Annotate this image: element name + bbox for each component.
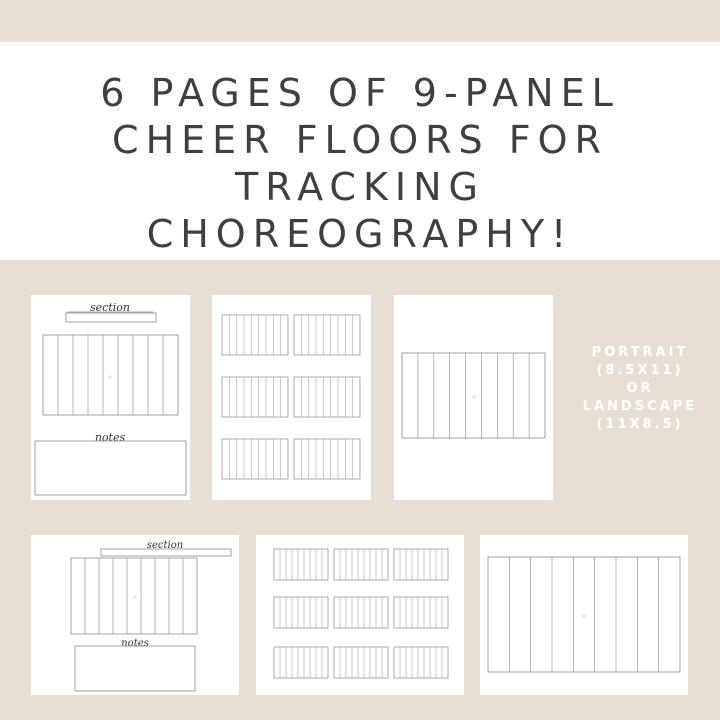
center-mark-icon: × bbox=[107, 374, 113, 381]
landscape-page-nine-floors bbox=[256, 535, 464, 695]
portrait-section-notes-drawing bbox=[31, 295, 190, 500]
nine-panel-floor bbox=[43, 335, 178, 415]
mini-floor bbox=[294, 439, 360, 479]
portrait-page-single-floor bbox=[394, 295, 553, 500]
mini-floor bbox=[294, 315, 360, 355]
landscape-single-floor-drawing bbox=[480, 535, 688, 695]
mini-floor bbox=[274, 549, 328, 580]
headline-line-4: CHOREOGRAPHY! bbox=[146, 212, 574, 257]
notes-label: notes bbox=[121, 638, 149, 649]
notes-box bbox=[35, 441, 186, 495]
nine-panel-floor bbox=[71, 558, 197, 634]
orientation-note-line-4: LANDSCAPE bbox=[582, 399, 698, 414]
headline-line-3: TRACKING bbox=[235, 165, 485, 210]
mini-floor bbox=[334, 647, 388, 678]
section-label: section bbox=[146, 540, 184, 551]
portrait-six-floors-drawing bbox=[212, 295, 371, 500]
headline-line-2: CHEER FLOORS FOR bbox=[112, 118, 608, 163]
section-label: section bbox=[90, 301, 130, 314]
landscape-page-section-notes bbox=[31, 535, 239, 695]
orientation-note-line-3: OR bbox=[626, 381, 654, 396]
mini-floor bbox=[222, 439, 288, 479]
mini-floor bbox=[274, 597, 328, 628]
landscape-page-single-floor bbox=[480, 535, 688, 695]
portrait-page-section-notes bbox=[31, 295, 190, 500]
orientation-note bbox=[558, 344, 720, 434]
center-mark-icon: × bbox=[132, 594, 138, 601]
nine-panel-floor bbox=[488, 557, 680, 672]
mini-floor bbox=[394, 549, 448, 580]
nine-panel-floor bbox=[402, 353, 545, 438]
orientation-note-line-1: PORTRAIT bbox=[591, 345, 689, 360]
top-background-band bbox=[0, 0, 720, 42]
notes-label: notes bbox=[94, 431, 126, 444]
center-mark-icon: × bbox=[580, 612, 588, 621]
portrait-page-six-floors bbox=[212, 295, 371, 500]
mini-floor bbox=[394, 597, 448, 628]
mini-floor bbox=[274, 647, 328, 678]
mini-floor bbox=[334, 549, 388, 580]
headline bbox=[0, 70, 720, 258]
landscape-section-notes-drawing bbox=[31, 535, 239, 695]
orientation-note-line-5: (11X8.5) bbox=[596, 417, 684, 432]
center-mark-icon: × bbox=[471, 393, 477, 401]
mini-floor bbox=[394, 647, 448, 678]
mini-floor bbox=[294, 377, 360, 417]
portrait-single-floor-drawing bbox=[394, 295, 553, 500]
mini-floor bbox=[222, 315, 288, 355]
notes-box bbox=[75, 646, 195, 691]
landscape-nine-floors-drawing bbox=[256, 535, 464, 695]
headline-line-1: 6 PAGES OF 9-PANEL bbox=[100, 71, 620, 116]
mini-floor bbox=[222, 377, 288, 417]
orientation-note-line-2: (8.5X11) bbox=[596, 363, 684, 378]
mini-floor bbox=[334, 597, 388, 628]
